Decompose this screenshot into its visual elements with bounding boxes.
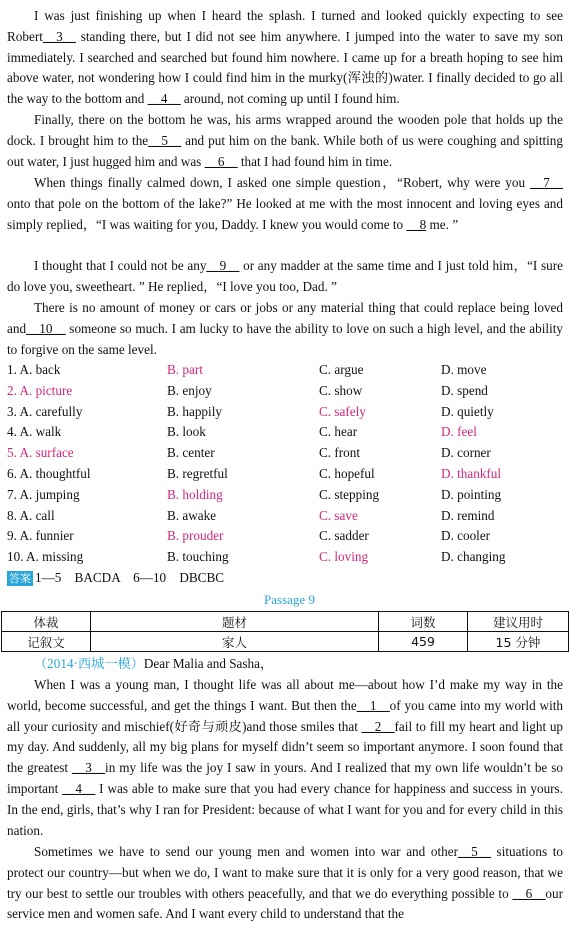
p9-paragraph-1: When I was a young man, I thought life was all about me—about how I’d make my way in the world, become successful, and get the things I want. But then the__1__of you came into my world with all your curiosity and mischief(好奇与顽皮)and those smiles that __2__fail to fill my heart and light up my day. And suddenly, all my big plans for myself didn’t seem so important anymore. I soon found that the greatest __3__in my life was the joy I saw in yours. And I realized that my own life wouldn’t be so important __4__ I was able to make sure that you had every chance for happiness and success in yours. In the end, girls, that’s why I ran for President: because of what I want for you and for every child in this nation. bbox=[7, 677, 564, 838]
cell-topic: 家人 bbox=[91, 632, 379, 652]
option-row bbox=[7, 360, 567, 381]
blank-6: __6__ bbox=[512, 885, 546, 901]
option-d: D. quietly bbox=[441, 403, 494, 419]
option-b: B. happily bbox=[167, 403, 222, 419]
p8-paragraph-3: When things finally calmed down, I asked one simple question，“Robert, why were you __7__ onto that pole on the bottom of the lake?” He looked at me with the most innocent and loving eyes and simply replied，“I was waiting for you, Daddy. I knew you would come to __8 me. ” bbox=[7, 175, 563, 232]
letter-greeting-line bbox=[7, 654, 563, 675]
cell-genre: 记叙文 bbox=[2, 632, 91, 652]
option-row bbox=[7, 547, 567, 568]
option-row bbox=[7, 381, 567, 402]
options-list bbox=[7, 360, 567, 568]
option-c: C. front bbox=[319, 445, 361, 461]
option-row bbox=[7, 526, 567, 547]
header-topic: 题材 bbox=[91, 612, 379, 632]
blank-10: __10__ bbox=[26, 320, 66, 336]
option-b: B. prouder bbox=[167, 528, 224, 544]
option-c: C. sadder bbox=[319, 528, 369, 544]
blank-1: __1__ bbox=[356, 697, 390, 713]
blank-5: __5__ bbox=[457, 844, 491, 859]
option-b: B. awake bbox=[167, 507, 217, 523]
option-d: D. pointing bbox=[441, 486, 502, 502]
option-b: B. enjoy bbox=[167, 382, 212, 398]
table-header-row bbox=[2, 612, 569, 632]
option-a: 5. A. surface bbox=[7, 445, 74, 461]
option-row bbox=[7, 402, 567, 423]
option-c: C. argue bbox=[319, 362, 364, 377]
table-row bbox=[2, 632, 569, 652]
option-d: D. thankful bbox=[441, 465, 502, 481]
p8-paragraph-1: I was just finishing up when I heard the splash. I turned and looked quickly expecting to see Robert__3__ standing there, but I did not see him anywhere. I jumped into the water to save my son immediately. I searched and searched but found him nowhere. I came up for a breath hoping to see him above water, not wondering how I could find him in the murky(浑浊的)water. I finally decided to go all the way to the bottom and __4__ around, not coming up until I found him. bbox=[7, 8, 563, 107]
greeting: Dear Malia and Sasha， bbox=[143, 656, 274, 671]
blank-9: __9__ bbox=[206, 258, 240, 273]
option-d: D. cooler bbox=[441, 528, 491, 544]
option-d: D. feel bbox=[441, 424, 477, 440]
blank-8: __8 bbox=[406, 216, 427, 232]
header-genre: 体裁 bbox=[2, 612, 91, 632]
option-b: B. part bbox=[167, 362, 203, 377]
option-a: 9. A. funnier bbox=[7, 528, 74, 544]
option-row bbox=[7, 485, 567, 506]
cell-word-count: 459 bbox=[379, 632, 468, 652]
option-row bbox=[7, 422, 567, 443]
option-d: D. move bbox=[441, 362, 487, 377]
p8-paragraph-5: There is no amount of money or cars or jobs or any material thing that could replace being loved and__10__ someone so much. I am lucky to have the ability to love on such a high level, and the ability to forgive on the same level. bbox=[7, 300, 563, 357]
blank-3: __3__ bbox=[72, 760, 106, 776]
option-b: B. holding bbox=[167, 486, 223, 502]
option-a: 6. A. thoughtful bbox=[7, 465, 91, 481]
option-d: D. remind bbox=[441, 507, 495, 523]
blank-7: __7__ bbox=[530, 175, 563, 190]
passage-info-table bbox=[1, 611, 569, 652]
blank-5: __5__ bbox=[148, 132, 182, 148]
cell-suggested-time: 15 分钟 bbox=[468, 632, 569, 652]
answer-key bbox=[7, 568, 224, 589]
option-a: 10. A. missing bbox=[7, 549, 84, 565]
option-d: D. corner bbox=[441, 445, 491, 461]
header-word-count: 词数 bbox=[379, 612, 468, 632]
option-a: 8. A. call bbox=[7, 507, 55, 523]
option-c: C. loving bbox=[319, 549, 369, 565]
option-a: 2. A. picture bbox=[7, 382, 73, 398]
option-b: B. touching bbox=[167, 549, 229, 565]
answer-text: 1—5 BACDA 6—10 DBCBC bbox=[35, 570, 225, 585]
blank-4: __4__ bbox=[62, 780, 96, 796]
source-label: （2014·西城一模） bbox=[34, 656, 144, 671]
option-a: 7. A. jumping bbox=[7, 486, 80, 502]
option-row bbox=[7, 464, 567, 485]
option-d: D. spend bbox=[441, 382, 488, 398]
option-b: B. look bbox=[167, 424, 206, 440]
option-c: C. show bbox=[319, 382, 363, 398]
option-c: C. safely bbox=[319, 403, 366, 419]
p9-paragraph-2: Sometimes we have to send our young men and women into war and other__5__ situations to protect our country—but when we do, I want to make sure that it is only for a very good reason, that we try our best to settle our troubles with others peacefully, and that we do everything possible to __6__our service men and women safe. And I want every child to understand that the bbox=[7, 844, 563, 922]
option-b: B. regretful bbox=[167, 465, 228, 481]
option-d: D. changing bbox=[441, 549, 506, 565]
passage-9-title: Passage 9 bbox=[264, 592, 315, 607]
blank-6: __6__ bbox=[204, 153, 238, 169]
option-b: B. center bbox=[167, 445, 215, 461]
header-suggested-time: 建议用时 bbox=[468, 612, 569, 632]
p8-paragraph-2: Finally, there on the bottom he was, his arms wrapped around the wooden pole that holds up the dock. I brought him to the__5__ and put him on the bank. While both of us were coughing and spitting out water, I just hugged him and was __6__ that I had found him in time. bbox=[7, 112, 563, 169]
option-c: C. hopeful bbox=[319, 465, 375, 481]
blank-2: __2__ bbox=[361, 718, 395, 734]
option-a: 4. A. walk bbox=[7, 424, 62, 440]
option-row bbox=[7, 506, 567, 527]
blank-4: __4__ bbox=[147, 91, 181, 107]
answer-badge: 答案 bbox=[9, 572, 31, 585]
option-a: 3. A. carefully bbox=[7, 403, 83, 419]
p8-paragraph-4: I thought that I could not be any__9__ or any madder at the same time and I just told him，“I sure do love you, sweetheart. ” He replied，“I love you too, Dad. ” bbox=[7, 258, 563, 294]
option-c: C. stepping bbox=[319, 486, 380, 502]
option-a: 1. A. back bbox=[7, 362, 61, 377]
blank-3: __3__ bbox=[42, 28, 76, 44]
option-c: C. save bbox=[319, 507, 358, 523]
option-row bbox=[7, 443, 567, 464]
option-c: C. hear bbox=[319, 424, 358, 440]
